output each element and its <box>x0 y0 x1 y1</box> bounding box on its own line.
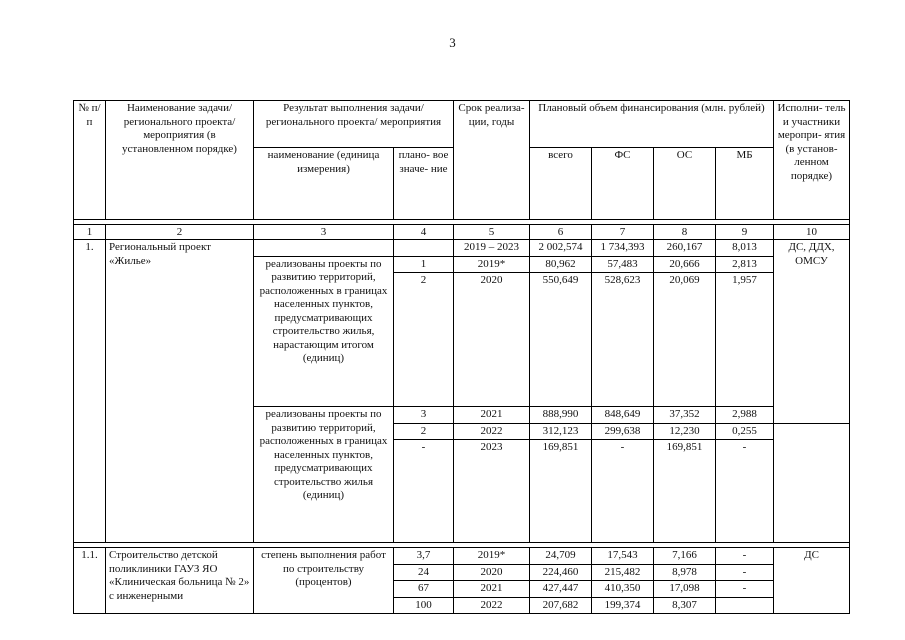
header-executor: Исполни- тель и участники меропри- ятия (в установ- ленном порядке) <box>774 101 850 220</box>
cell-period: 2022 <box>454 597 530 614</box>
cell-plan: 24 <box>394 564 454 581</box>
financing-table <box>73 100 850 614</box>
header-num: № п/п <box>74 101 106 220</box>
cell-total: 207,682 <box>530 597 592 614</box>
section1-executor-empty <box>774 423 850 543</box>
cell-plan: - <box>394 440 454 543</box>
cell-plan: 2 <box>394 423 454 440</box>
cell-os: 20,666 <box>654 256 716 273</box>
colnum: 1 <box>74 225 106 240</box>
cell-os: 17,098 <box>654 581 716 598</box>
cell-fs: - <box>592 440 654 543</box>
header-fs: ФС <box>592 148 654 220</box>
cell-fs: 215,482 <box>592 564 654 581</box>
colnum: 8 <box>654 225 716 240</box>
cell-fs: 410,350 <box>592 581 654 598</box>
colnum: 10 <box>774 225 850 240</box>
cell-plan: 2 <box>394 273 454 407</box>
cell-fs: 528,623 <box>592 273 654 407</box>
colnum: 5 <box>454 225 530 240</box>
colnum: 3 <box>254 225 394 240</box>
cell-fs: 57,483 <box>592 256 654 273</box>
cell-total: 312,123 <box>530 423 592 440</box>
cell-total: 224,460 <box>530 564 592 581</box>
cell-os: 12,230 <box>654 423 716 440</box>
cell-plan: 3 <box>394 407 454 424</box>
header-os: ОС <box>654 148 716 220</box>
cell-plan: 100 <box>394 597 454 614</box>
cell-os: 20,069 <box>654 273 716 407</box>
cell-total: 169,851 <box>530 440 592 543</box>
header-total: всего <box>530 148 592 220</box>
cell-mb: 2,988 <box>716 407 774 424</box>
cell-total: 888,990 <box>530 407 592 424</box>
section1-total-plan <box>394 240 454 257</box>
cell-total: 427,447 <box>530 581 592 598</box>
cell-mb: 2,813 <box>716 256 774 273</box>
section1-num: 1. <box>74 240 106 543</box>
section1-total-sum: 2 002,574 <box>530 240 592 257</box>
cell-total: 24,709 <box>530 548 592 565</box>
section11-num: 1.1. <box>74 548 106 614</box>
cell-os: 169,851 <box>654 440 716 543</box>
header-plan-value: плано- вое значе- ние <box>394 148 454 220</box>
section1-total-mb: 8,013 <box>716 240 774 257</box>
cell-os: 8,978 <box>654 564 716 581</box>
cell-mb: - <box>716 440 774 543</box>
cell-period: 2022 <box>454 423 530 440</box>
cell-mb: - <box>716 548 774 565</box>
cell-period: 2023 <box>454 440 530 543</box>
cell-plan: 1 <box>394 256 454 273</box>
cell-mb: 1,957 <box>716 273 774 407</box>
page-number: 3 <box>449 35 456 50</box>
cell-fs: 17,543 <box>592 548 654 565</box>
cell-mb: 0,255 <box>716 423 774 440</box>
colnum: 9 <box>716 225 774 240</box>
colnum: 2 <box>106 225 254 240</box>
cell-os: 37,352 <box>654 407 716 424</box>
cell-period: 2019* <box>454 548 530 565</box>
section1-total-period: 2019 – 2023 <box>454 240 530 257</box>
cell-period: 2019* <box>454 256 530 273</box>
section1-total-fs: 1 734,393 <box>592 240 654 257</box>
cell-period: 2021 <box>454 581 530 598</box>
cell-mb <box>716 597 774 614</box>
section11-name: Строительство детской поликлиники ГАУЗ ЯО «Клиническая больница № 2» с инженерными <box>106 548 254 614</box>
header-financing-group: Плановый объем финансирования (млн. рублей) <box>530 101 774 148</box>
cell-plan: 3,7 <box>394 548 454 565</box>
cell-mb: - <box>716 581 774 598</box>
cell-fs: 199,374 <box>592 597 654 614</box>
colnum: 7 <box>592 225 654 240</box>
header-period: Срок реализа- ции, годы <box>454 101 530 220</box>
header-result-group: Результат выполнения задачи/ регионального проекта/ мероприятия <box>254 101 454 148</box>
header-mb: МБ <box>716 148 774 220</box>
section1-executor: ДС, ДДХ, ОМСУ <box>774 240 850 424</box>
section1-total-os: 260,167 <box>654 240 716 257</box>
section11-result-name: степень выполнения работ по строительству (процентов) <box>254 548 394 614</box>
header-task-name: Наименование задачи/ регионального проекта/ мероприятия (в установленном порядке) <box>106 101 254 220</box>
section1-name: Региональный проект «Жилье» <box>106 240 254 543</box>
cell-period: 2020 <box>454 273 530 407</box>
section1-total-result <box>254 240 394 257</box>
cell-os: 7,166 <box>654 548 716 565</box>
cell-total: 550,649 <box>530 273 592 407</box>
colnum: 6 <box>530 225 592 240</box>
cell-total: 80,962 <box>530 256 592 273</box>
section11-executor: ДС <box>774 548 850 614</box>
cell-period: 2020 <box>454 564 530 581</box>
result1-name: реализованы проекты по развитию территорий, расположенных в границах населенных пунктов, предусматривающих строительство жилья, нарастающим итогом (единиц) <box>254 256 394 407</box>
cell-period: 2021 <box>454 407 530 424</box>
cell-os: 8,307 <box>654 597 716 614</box>
result2-name: реализованы проекты по развитию территорий, расположенных в границах населенных пунктов, предусматривающих строительство жилья (единиц) <box>254 407 394 543</box>
header-result-name: наименование (единица измерения) <box>254 148 394 220</box>
cell-mb: - <box>716 564 774 581</box>
cell-fs: 299,638 <box>592 423 654 440</box>
cell-fs: 848,649 <box>592 407 654 424</box>
colnum: 4 <box>394 225 454 240</box>
cell-plan: 67 <box>394 581 454 598</box>
